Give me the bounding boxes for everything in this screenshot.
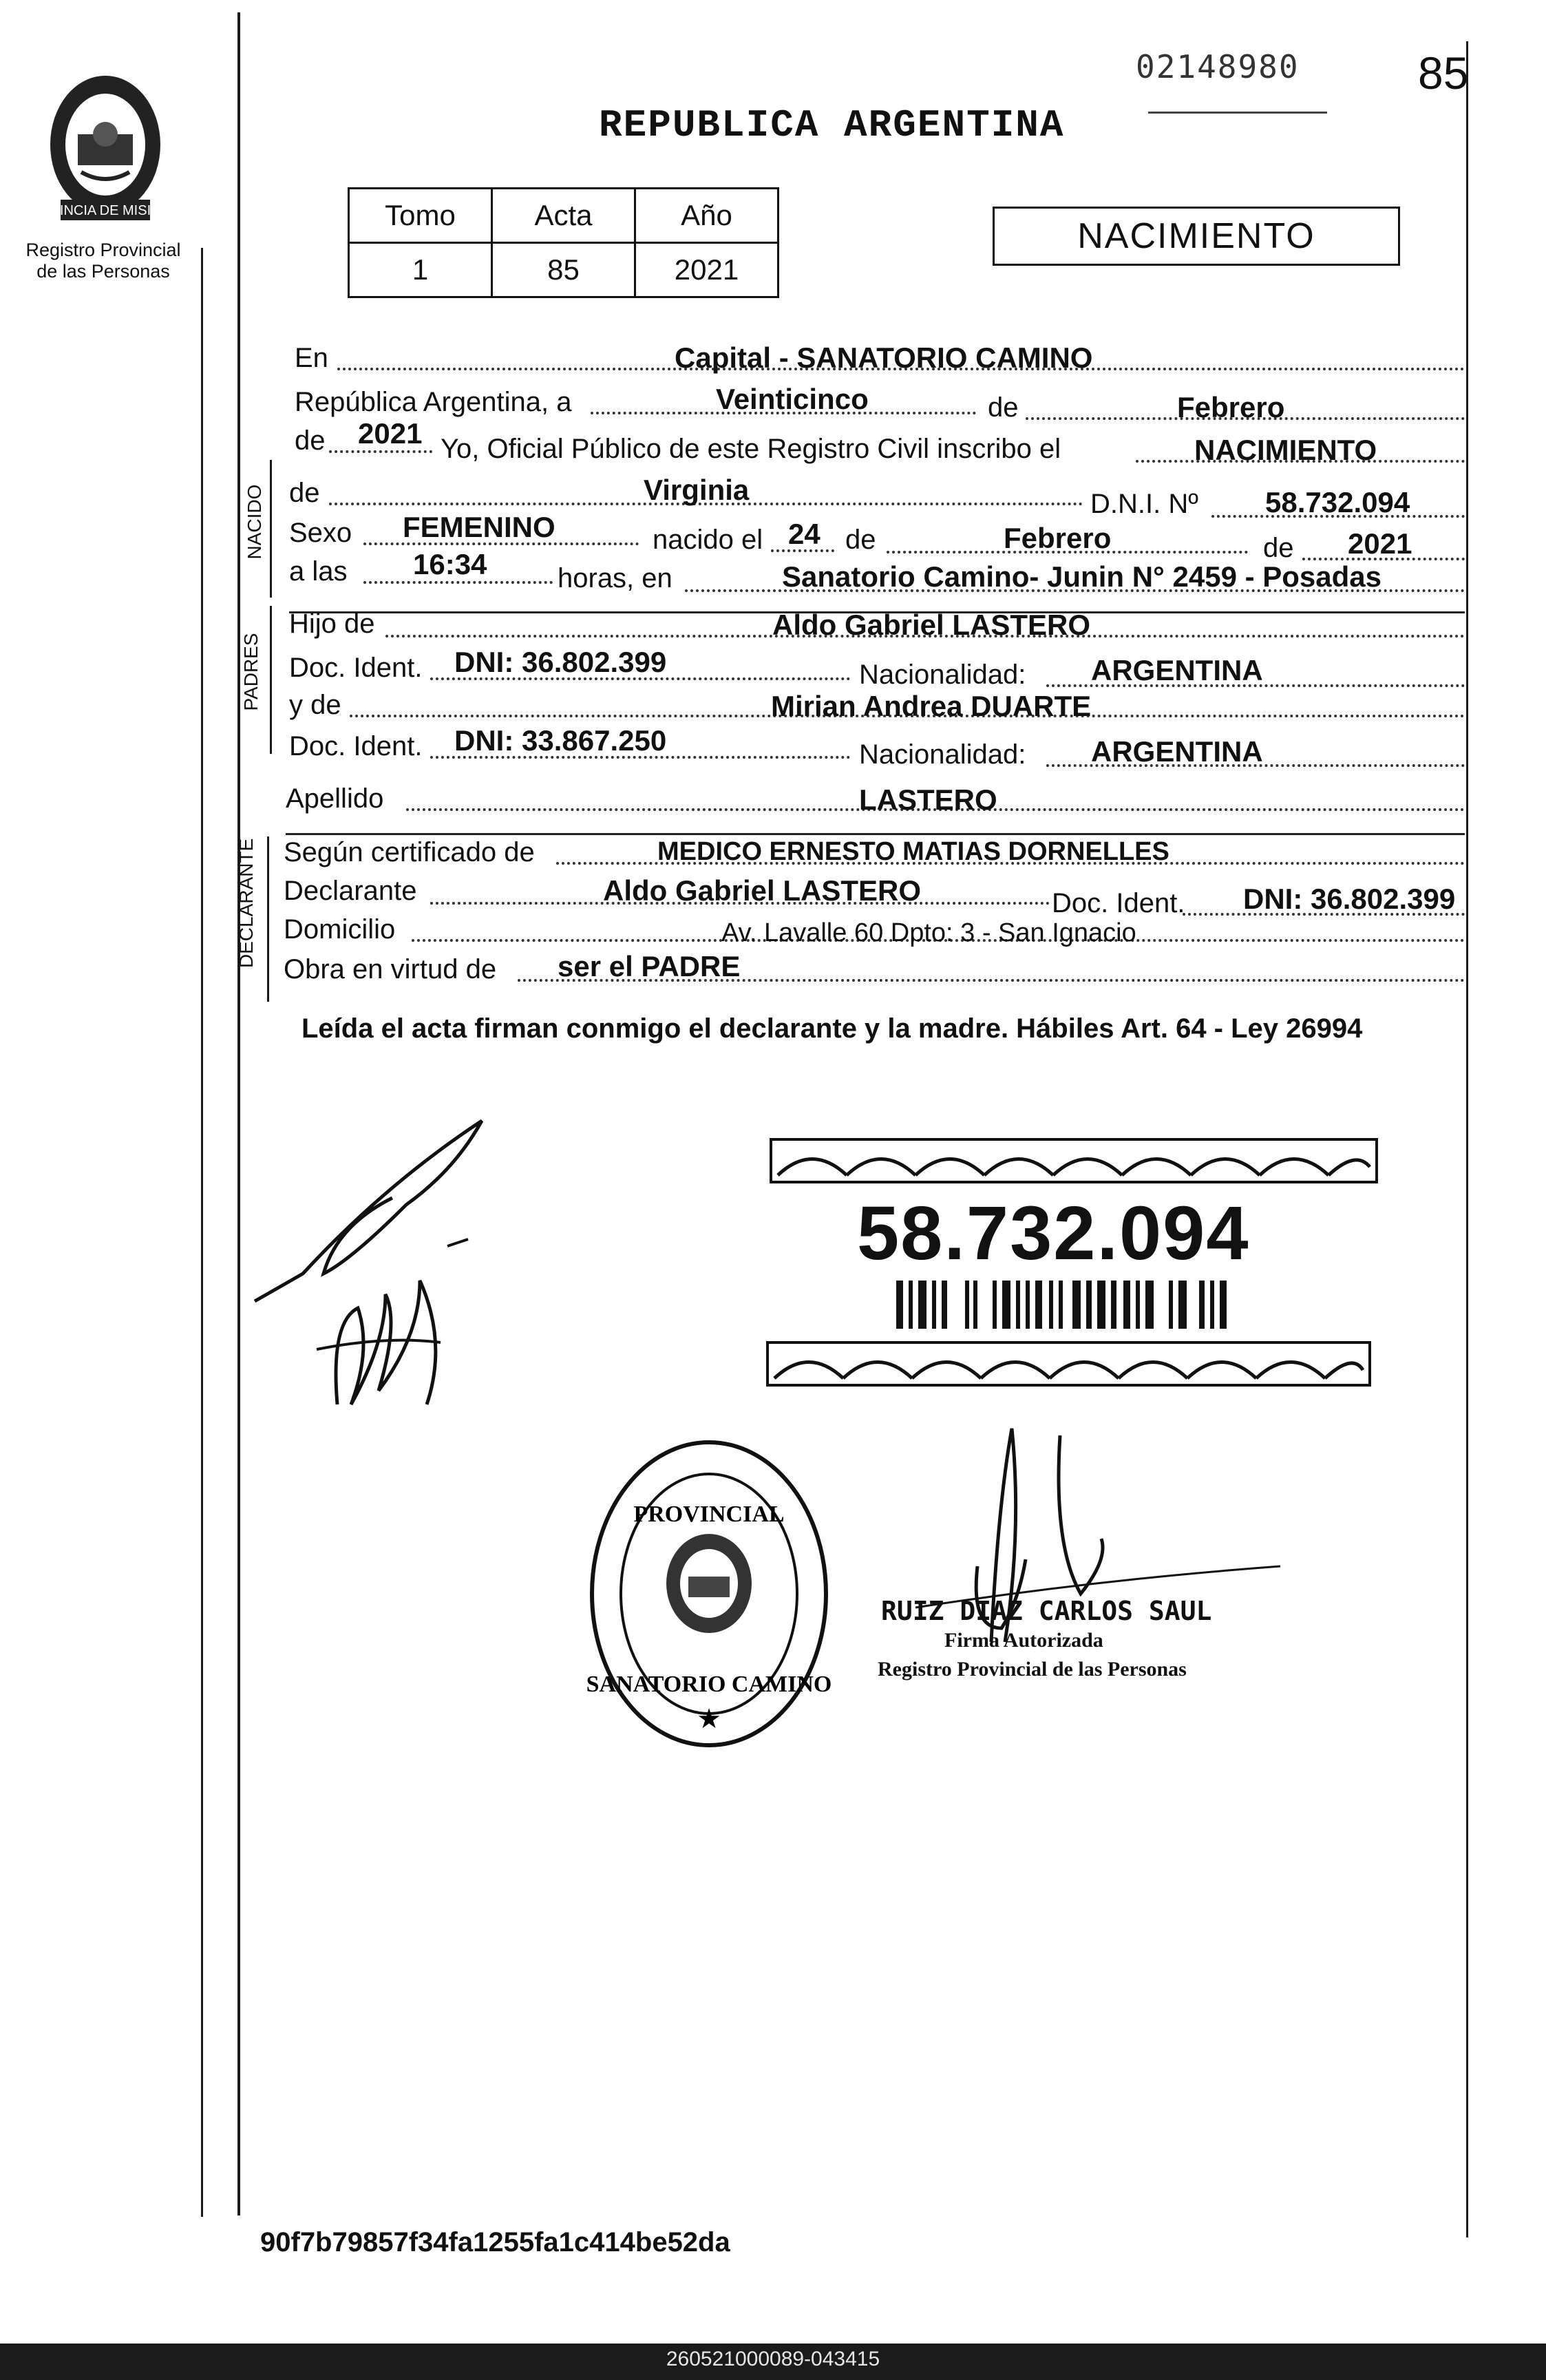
section-label-nacido: NACIDO: [244, 484, 265, 560]
value-acta: 85: [492, 243, 635, 297]
label-en: En: [295, 343, 328, 373]
header-tomo: Tomo: [349, 189, 492, 243]
footer-code: 260521000089-043415: [666, 2348, 880, 2370]
official-name: RUIZ DIAZ CARLOS SAUL: [881, 1596, 1212, 1626]
page-number: 85: [1418, 48, 1469, 98]
svg-text:PROVINCIAL: PROVINCIAL: [633, 1502, 785, 1527]
section-separator: [286, 833, 1465, 835]
label-apellido: Apellido: [286, 783, 384, 814]
label-nac-father: Nacionalidad:: [859, 660, 1026, 690]
label-dni: D.N.I. Nº: [1090, 489, 1198, 519]
record-table: [348, 187, 779, 298]
value-name: Virginia: [644, 474, 750, 506]
document-title: REPUBLICA ARGENTINA: [599, 103, 1065, 147]
label-segun: Según certificado de: [284, 837, 535, 867]
label-domicilio: Domicilio: [284, 914, 396, 945]
value-surname: LASTERO: [859, 783, 997, 816]
registry-label: Registro Provincial de las Personas: [25, 240, 181, 282]
label-doc-mother: Doc. Ident.: [289, 731, 423, 761]
section-bracket-padres: [270, 606, 272, 754]
svg-text:★: ★: [697, 1703, 721, 1734]
value-mother-doc: DNI: 33.867.250: [454, 724, 667, 757]
value-sex: FEMENINO: [403, 511, 555, 543]
label-obra: Obra en virtud de: [284, 954, 497, 984]
label-horas-en: horas, en: [558, 563, 673, 593]
value-father: Aldo Gabriel LASTERO: [772, 609, 1091, 641]
label-republica: República Argentina, a: [295, 387, 572, 417]
value-address: Av. Lavalle 60 Dpto: 3 - San Ignacio: [721, 918, 1136, 947]
value-father-nat: ARGENTINA: [1091, 654, 1263, 686]
official-office: Registro Provincial de las Personas: [878, 1658, 1187, 1681]
label-yo: Yo, Oficial Público de este Registro Civil inscribo el: [441, 434, 1061, 464]
right-margin-line: [1466, 41, 1468, 2237]
misiones-logo-icon: [21, 69, 190, 234]
value-declarant-doc: DNI: 36.802.399: [1243, 883, 1456, 915]
value-certificate: MEDICO ERNESTO MATIAS DORNELLES: [657, 837, 1169, 866]
official-role: Firma Autorizada: [944, 1629, 1103, 1652]
label-doc-father: Doc. Ident.: [289, 653, 423, 683]
label-de-month: de: [988, 392, 1019, 423]
dots: [329, 450, 432, 453]
section-label-declarante: DECLARANTE: [235, 838, 257, 968]
dots: [363, 581, 553, 584]
value-tomo: 1: [349, 243, 492, 297]
id-banner-bottom-icon: [767, 1342, 1370, 1385]
header-ano: Año: [635, 189, 779, 243]
label-de-birth-year: de: [1263, 533, 1294, 563]
section-bracket-nacido: [270, 460, 272, 598]
label-a-las: a las: [289, 556, 348, 587]
serial-number: 02148980: [1136, 48, 1300, 85]
value-month: Febrero: [1177, 391, 1285, 423]
label-nac-mother: Nacionalidad:: [859, 739, 1026, 770]
value-place: Capital - SANATORIO CAMINO: [675, 341, 1093, 374]
value-ano: 2021: [635, 243, 779, 297]
value-father-doc: DNI: 36.802.399: [454, 646, 667, 678]
serial-underline: [1148, 112, 1327, 114]
value-birth-year: 2021: [1348, 527, 1412, 560]
svg-text:SANATORIO CAMINO: SANATORIO CAMINO: [586, 1672, 832, 1697]
section-label-padres: PADRES: [240, 633, 262, 711]
barcode-icon: [896, 1281, 1227, 1329]
closing-note: Leída el acta firman conmigo el declarante y la madre. Hábiles Art. 64 - Ley 26994: [301, 1013, 1363, 1044]
left-margin-line: [237, 12, 240, 2215]
svg-text:PROVINCIA DE MISIONES: PROVINCIA DE MISIONES: [21, 203, 190, 218]
document-hash: 90f7b79857f34fa1255fa1c414be52da: [260, 2227, 730, 2257]
label-y-de: y de: [289, 690, 341, 720]
act-type-box: NACIMIENTO: [993, 207, 1400, 266]
label-de-birth-month: de: [845, 525, 876, 555]
id-number-large: 58.732.094: [857, 1191, 1250, 1276]
label-doc-declarant: Doc. Ident.: [1052, 888, 1185, 918]
value-year: 2021: [358, 417, 423, 450]
value-time: 16:34: [413, 548, 487, 580]
value-birth-place: Sanatorio Camino- Junin N° 2459 - Posadas: [782, 560, 1382, 593]
label-sexo: Sexo: [289, 518, 352, 548]
declarant-signature-icon: [248, 1115, 509, 1446]
value-day-words: Veinticinco: [716, 383, 869, 415]
value-capacity: ser el PADRE: [558, 950, 741, 982]
left-outer-line: [201, 248, 203, 2217]
value-mother-nat: ARGENTINA: [1091, 735, 1263, 768]
label-de-name: de: [289, 478, 320, 508]
value-mother: Mirian Andrea DUARTE: [771, 690, 1092, 722]
section-bracket-declarante: [267, 836, 269, 1002]
value-dni: 58.732.094: [1265, 486, 1410, 518]
registry-seal-icon: [585, 1435, 833, 1752]
label-de-year: de: [295, 425, 326, 456]
value-birth-month: Febrero: [1004, 522, 1112, 554]
value-act: NACIMIENTO: [1194, 434, 1377, 466]
label-hijo-de: Hijo de: [289, 609, 375, 639]
value-declarant: Aldo Gabriel LASTERO: [603, 874, 922, 907]
label-declarante: Declarante: [284, 876, 417, 906]
label-nacido-el: nacido el: [653, 525, 763, 555]
id-banner-top-icon: [771, 1139, 1377, 1182]
header-acta: Acta: [492, 189, 635, 243]
value-birth-day: 24: [788, 518, 820, 550]
